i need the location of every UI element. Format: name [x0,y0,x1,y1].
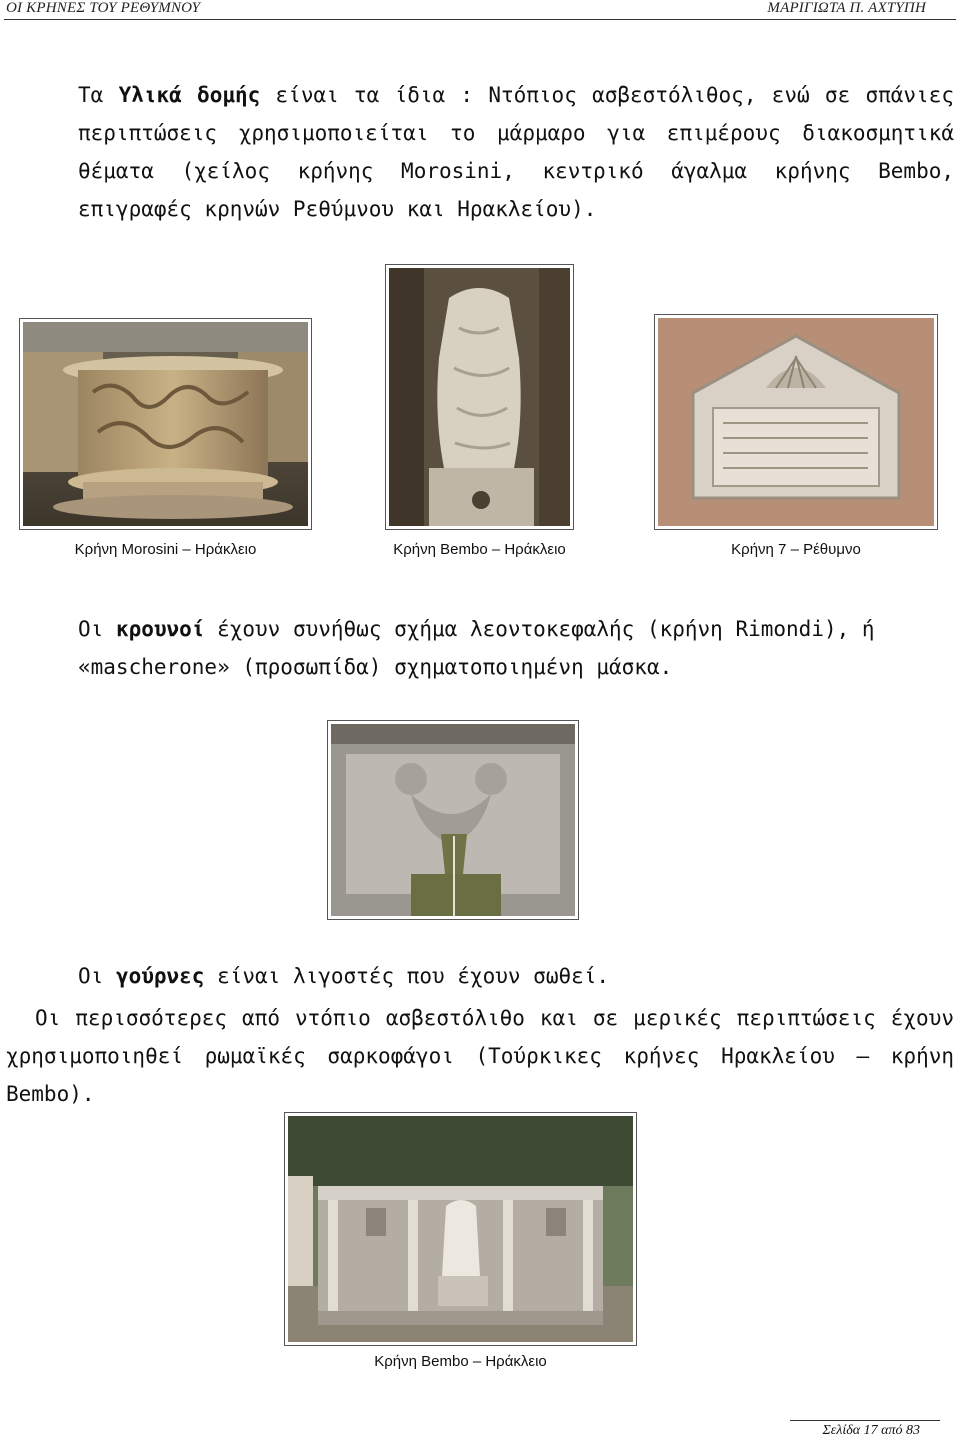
caption-bembo-full: Κρήνη Bembo – Ηράκλειο [374,1353,547,1370]
text: έχουν συνήθως σχήμα λεοντοκεφαλής (κρήνη Rimondi), ή «mascherone» (προσωπίδα) σχηματοποιημένη μάσκα. [78,617,875,679]
photo-morosini-fountain [19,318,312,530]
bold-term: κρουνοί [115,617,205,641]
text: Οι [78,964,116,988]
photo-fountain-7 [654,314,938,530]
mask-spout-image [331,724,575,916]
paragraph-materials [78,76,954,228]
footer-rule [790,1420,940,1421]
fountain-image [23,322,308,526]
photo-mascherone-spout [327,720,579,920]
page-number: Σελίδα 17 από 83 [822,1423,920,1438]
running-header-author: ΜΑΡΙΓΙΩΤΑ Π. ΑΧΤΥΠΗ [767,0,926,16]
photo-bembo-statue [385,264,574,530]
header-rule [4,19,956,20]
text: Οι [78,617,116,641]
caption-fountain-7: Κρήνη 7 – Ρέθυμνο [731,541,861,558]
paragraph-troughs [78,957,954,995]
bembo-fountain-image [288,1116,633,1342]
bold-term: Υλικά δομής [118,83,261,107]
caption-morosini: Κρήνη Morosini – Ηράκλειο [74,541,257,558]
photo-bembo-fountain-full [284,1112,637,1346]
text: Τα [78,83,119,107]
fountain-7-image [658,318,934,526]
caption-bembo: Κρήνη Bembo – Ηράκλειο [393,541,566,558]
paragraph-spouts [78,610,954,686]
statue-image [389,268,570,526]
bold-term: γούρνες [115,964,205,988]
text: είναι λιγοστές που έχουν σωθεί. [204,964,610,988]
running-header-title: ΟΙ ΚΡΗΝΕΣ ΤΟΥ ΡΕΘΥΜΝΟΥ [6,0,201,16]
text: είναι τα ίδια : Ντόπιος ασβεστόλιθος, ενώ σε σπάνιες περιπτώσεις χρησιμοποιείται το μάρμαρο για επιμέρους διακοσμητικά θέματα (χείλος κρήνης Morosini, κεντρικό άγαλμα κρήνης Bembo, επιγραφές κρηνών Ρεθύμνου και Ηρακλείου). [78,83,954,221]
paragraph-sarcophagi: Οι περισσότερες από ντόπιο ασβεστόλιθο και σε μερικές περιπτώσεις έχουν χρησιμοποιηθεί ρωμαϊκές σαρκοφάγοι (Τούρκικες κρήνες Ηρακλείου – κρήνη Bembo). [6,1006,954,1106]
